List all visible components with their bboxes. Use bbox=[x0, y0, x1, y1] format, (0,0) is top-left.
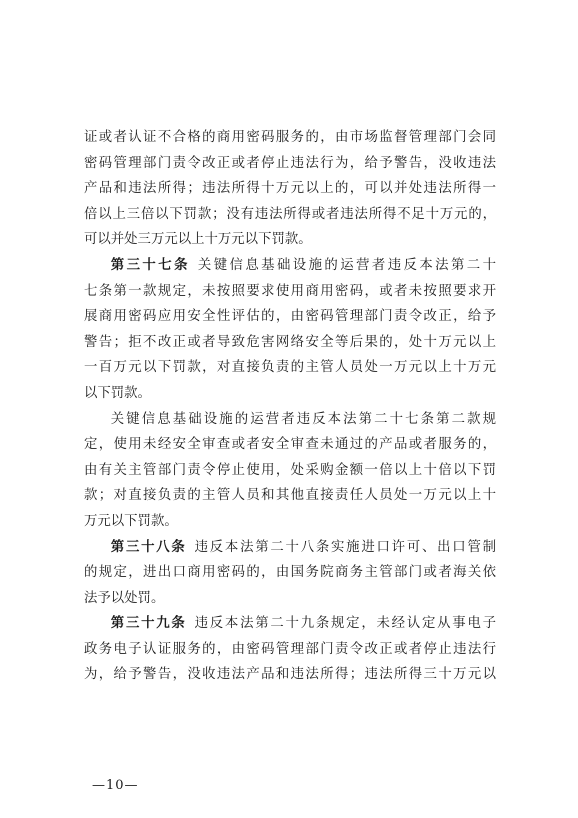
article-number: 第三十七条 bbox=[110, 257, 190, 273]
text-line: 展商用密码应用安全性评估的，由密码管理部门责令改正，给予 bbox=[84, 309, 496, 325]
text-span: 违反本法第二十八条实施进口许可、出口管制 bbox=[194, 539, 497, 555]
text-line: 一百万元以下罚款，对直接负责的主管人员处一万元以上十万元 bbox=[84, 360, 496, 376]
text-line: 的规定，进出口商用密码的，由国务院商务主管部门或者海关依 bbox=[84, 565, 496, 581]
page-number: —10— bbox=[92, 778, 139, 793]
article-number: 第三十九条 bbox=[110, 616, 187, 632]
text-line: 警告；拒不改正或者导致危害网络安全等后果的，处十万元以上 bbox=[84, 334, 496, 350]
text-line: 密码管理部门责令改正或者停止违法行为，给予警告，没收违法 bbox=[84, 155, 496, 171]
article-number: 第三十八条 bbox=[110, 539, 187, 555]
text-line: 款；对直接负责的主管人员和其他直接责任人员处一万元以上十 bbox=[84, 488, 496, 504]
text-line: 以下罚款。 bbox=[84, 385, 151, 401]
text-span: 关键信息基础设施的运营者违反本法第二十 bbox=[197, 257, 497, 273]
text-line: 由有关主管部门责令停止使用，处采购金额一倍以上十倍以下罚 bbox=[84, 462, 496, 478]
text-line: 产品和违法所得；违法所得十万元以上的，可以并处违法所得一 bbox=[84, 181, 496, 197]
text-line: 政务电子认证服务的，由密码管理部门责令改正或者停止违法行 bbox=[84, 641, 496, 657]
text-line: 关键信息基础设施的运营者违反本法第二十七条第二款规 bbox=[110, 411, 496, 427]
article-39-first-line bbox=[84, 611, 496, 637]
text-line: 万元以下罚款。 bbox=[84, 513, 178, 529]
text-line: 可以并处三万元以上十万元以下罚款。 bbox=[84, 232, 312, 248]
text-line: 为，给予警告，没收违法产品和违法所得；违法所得三十万元以 bbox=[84, 667, 496, 683]
text-span: 违反本法第二十九条规定，未经认定从事电子 bbox=[194, 616, 497, 632]
article-37-first-line bbox=[84, 253, 496, 279]
text-line: 法予以处罚。 bbox=[84, 590, 165, 606]
article-38-first-line bbox=[84, 535, 496, 561]
text-line: 定，使用未经安全审查或者安全审查未通过的产品或者服务的， bbox=[84, 437, 496, 453]
text-line: 倍以上三倍以下罚款；没有违法所得或者违法所得不足十万元的， bbox=[84, 206, 496, 222]
body-text bbox=[84, 125, 496, 688]
text-line: 七条第一款规定，未按照要求使用商用密码，或者未按照要求开 bbox=[84, 283, 496, 299]
text-line: 证或者认证不合格的商用密码服务的，由市场监督管理部门会同 bbox=[84, 130, 496, 145]
